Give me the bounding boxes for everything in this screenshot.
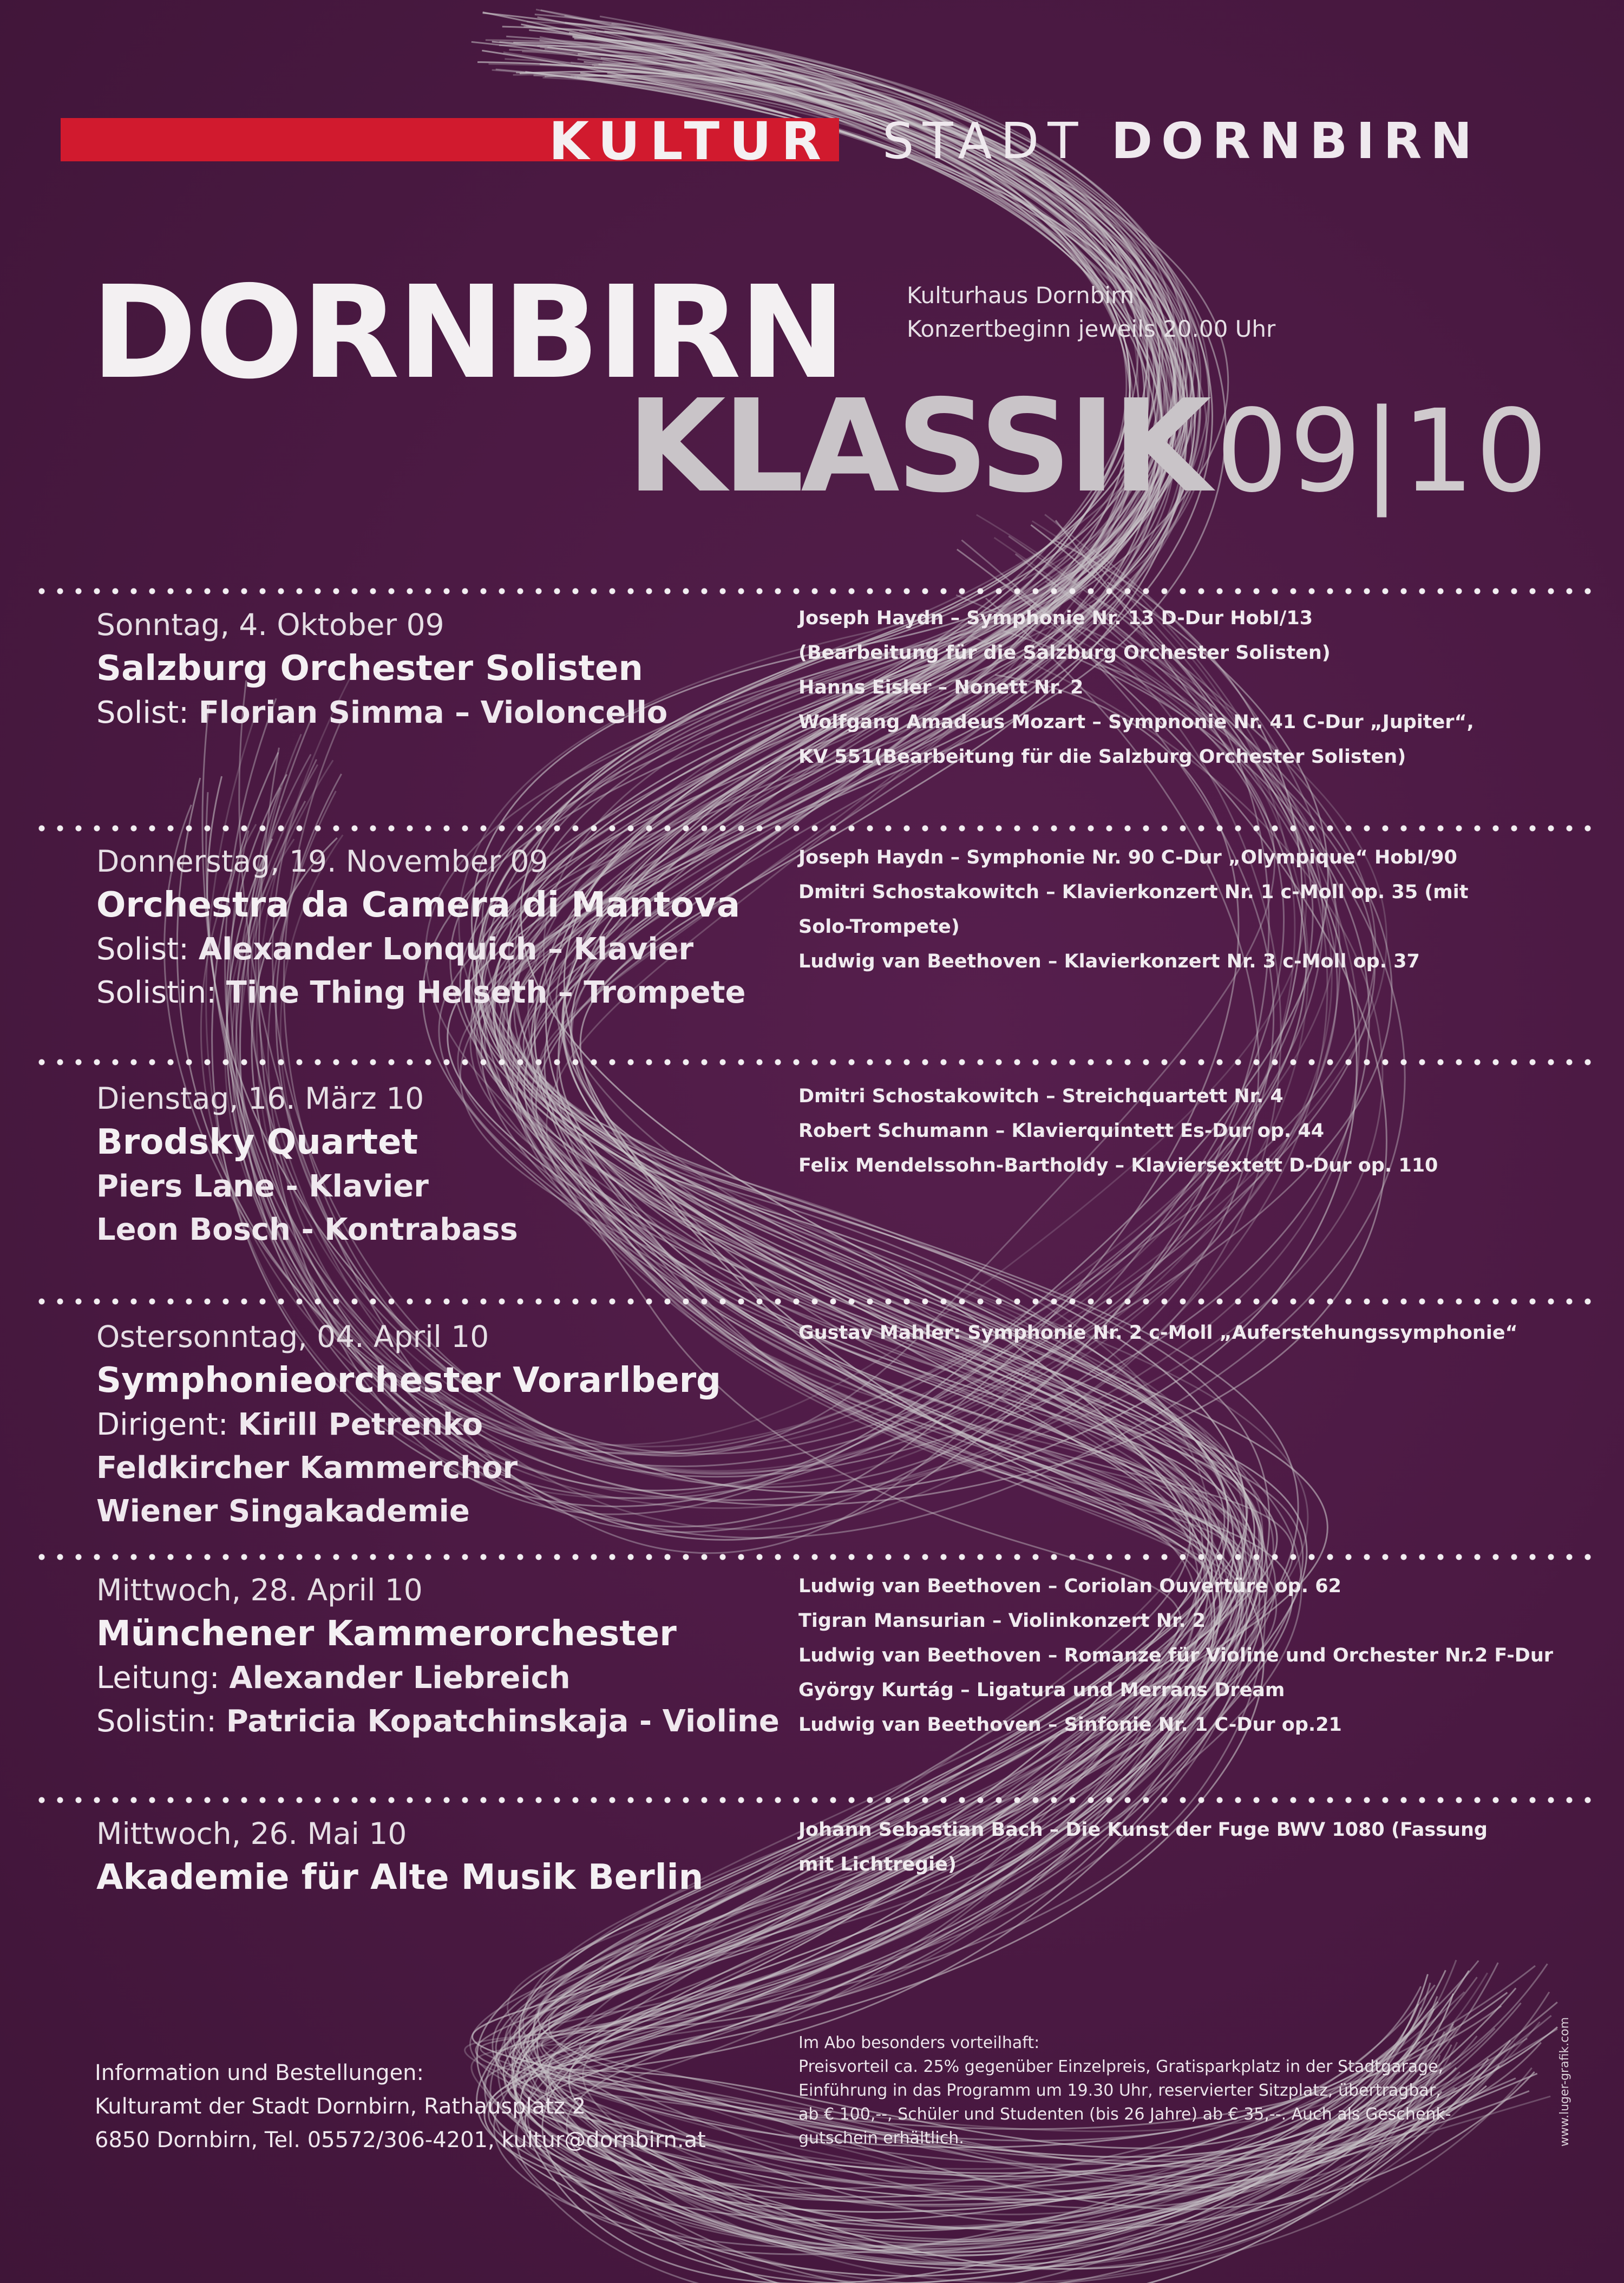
- program-5: [798, 1569, 1556, 1742]
- dotted-separator: [32, 1796, 1594, 1804]
- performer-role: Solistin:: [96, 1704, 226, 1739]
- program-line: mit Lichtregie): [798, 1854, 957, 1875]
- subscription-info: [798, 2031, 1535, 2150]
- dotted-separator: [32, 1058, 1594, 1066]
- concert-date: Donnerstag, 19. November 09: [96, 844, 548, 879]
- concert-date: Sonntag, 4. Oktober 09: [96, 607, 444, 642]
- concert-6: [96, 1813, 768, 1900]
- program-line: Johann Sebastian Bach – Die Kunst der Fuge BWV 1080 (Fassung: [798, 1819, 1488, 1841]
- performer-role: Solistin:: [96, 975, 226, 1010]
- info-contact: 6850 Dornbirn, Tel. 05572/306-4201, kultur@dornbirn.at: [95, 2128, 706, 2153]
- concert-ensemble: Symphonieorchester Vorarlberg: [96, 1360, 721, 1401]
- performer-line: [96, 1700, 780, 1743]
- performer-line: [96, 971, 768, 1015]
- performer-name: Kirill Petrenko: [238, 1407, 483, 1442]
- concert-3: [96, 1077, 768, 1252]
- stadt-dornbirn-label: [882, 112, 1481, 171]
- concert-1: [96, 604, 768, 735]
- performer-name: Florian Simma – Violoncello: [198, 695, 668, 730]
- stadt-text: STADT: [882, 112, 1087, 170]
- dotted-separator: [32, 587, 1594, 595]
- performer-role: Solist:: [96, 695, 199, 730]
- info-heading: Information und Bestellungen:: [95, 2060, 424, 2085]
- performer-name: Piers Lane - Klavier: [96, 1169, 429, 1204]
- program-6: [798, 1813, 1556, 1882]
- abo-line: Einführung in das Programm um 19.30 Uhr, reservierter Sitzplatz, übertragbar,: [798, 2081, 1441, 2100]
- dornbirn-text: DORNBIRN: [1111, 112, 1481, 170]
- program-line: György Kurtág – Ligatura und Merrans Dream: [798, 1679, 1285, 1701]
- performer-line: [96, 1403, 768, 1447]
- program-line: Ludwig van Beethoven – Klavierkonzert Nr. 3 c-Moll op. 37: [798, 951, 1420, 972]
- program-line: Dmitri Schostakowitch – Streichquartett Nr. 4: [798, 1085, 1284, 1107]
- program-2: [798, 840, 1556, 979]
- concert-date: Mittwoch, 26. Mai 10: [96, 1816, 407, 1851]
- performer-line: [96, 1165, 768, 1208]
- abo-line: gutschein erhältlich.: [798, 2129, 964, 2148]
- title-dornbirn: DORNBIRN: [91, 258, 844, 407]
- program-line: Ludwig van Beethoven – Sinfonie Nr. 1 C-Dur op.21: [798, 1714, 1342, 1736]
- concert-date: Dienstag, 16. März 10: [96, 1081, 424, 1116]
- concert-ensemble: Akademie für Alte Musik Berlin: [96, 1857, 704, 1898]
- program-3: [798, 1079, 1556, 1183]
- program-line: Dmitri Schostakowitch – Klavierkonzert Nr. 1 c-Moll op. 35 (mit: [798, 881, 1469, 903]
- performer-name: Wiener Singakademie: [96, 1494, 470, 1529]
- performer-line: [96, 1490, 768, 1533]
- program-line: Ludwig van Beethoven – Coriolan Ouvertüre op. 62: [798, 1575, 1341, 1597]
- performer-role: Dirigent:: [96, 1407, 238, 1442]
- concert-ensemble: Brodsky Quartet: [96, 1122, 418, 1162]
- performer-line: [96, 1657, 768, 1700]
- program-line: Tigran Mansurian – Violinkonzert Nr. 2: [798, 1610, 1206, 1632]
- concert-ensemble: Orchestra da Camera di Mantova: [96, 885, 741, 925]
- dotted-separator: [32, 1553, 1594, 1561]
- performer-line: [96, 928, 768, 971]
- program-line: Ludwig van Beethoven – Romanze für Violine und Orchester Nr.2 F-Dur: [798, 1645, 1554, 1666]
- program-line: Robert Schumann – Klavierquintett Es-Dur op. 44: [798, 1120, 1325, 1142]
- performer-line: [96, 1447, 768, 1490]
- program-line: Joseph Haydn – Symphonie Nr. 13 D-Dur HobI/13: [798, 607, 1313, 629]
- program-line: Wolfgang Amadeus Mozart – Sympnonie Nr. 41 C-Dur „Jupiter“,: [798, 711, 1474, 733]
- program-line: KV 551(Bearbeitung für die Salzburg Orchester Solisten): [798, 746, 1406, 768]
- performer-line: [96, 1208, 768, 1252]
- program-line: Solo-Trompete): [798, 916, 960, 938]
- performer-line: [96, 691, 768, 735]
- program-line: Hanns Eisler – Nonett Nr. 2: [798, 677, 1084, 698]
- abo-line: Preisvorteil ca. 25% gegenüber Einzelpreis, Gratisparkplatz in der Stadtgarage,: [798, 2057, 1444, 2076]
- performer-name: Patricia Kopatchinskaja - Violine: [226, 1704, 780, 1739]
- concert-ensemble: Münchener Kammerorchester: [96, 1614, 677, 1654]
- order-info: [95, 2056, 706, 2157]
- info-address: Kulturamt der Stadt Dornbirn, Rathausplatz 2: [95, 2094, 586, 2119]
- program-4: [798, 1316, 1556, 1350]
- concert-ensemble: Salzburg Orchester Solisten: [96, 649, 643, 689]
- performer-role: Solist:: [96, 932, 199, 967]
- performer-name: Alexander Liebreich: [229, 1660, 571, 1696]
- dotted-separator: [32, 825, 1594, 832]
- season-label: 09|10: [1215, 385, 1549, 518]
- concert-5: [96, 1569, 780, 1743]
- concert-date: Ostersonntag, 04. April 10: [96, 1319, 489, 1354]
- concert-4: [96, 1316, 768, 1533]
- designer-credit: www.luger-grafik.com: [1558, 2017, 1571, 2147]
- kultur-label: KULTUR: [548, 111, 831, 172]
- performer-name: Feldkircher Kammerchor: [96, 1450, 518, 1486]
- title-klassik: [627, 372, 1549, 521]
- concert-date: Mittwoch, 28. April 10: [96, 1573, 423, 1607]
- program-line: Felix Mendelssohn-Bartholdy – Klaviersextett D-Dur op. 110: [798, 1155, 1438, 1176]
- concert-2: [96, 840, 768, 1015]
- program-line: Gustav Mahler: Symphonie Nr. 2 c-Moll „Auferstehungssymphonie“: [798, 1322, 1518, 1344]
- title-klassik-word: KLASSIK: [627, 372, 1208, 521]
- program-line: Joseph Haydn – Symphonie Nr. 90 C-Dur „Olympique“ HobI/90: [798, 847, 1457, 868]
- performer-name: Alexander Lonquich – Klavier: [198, 932, 694, 967]
- concert-start-time: Konzertbeginn jeweils 20.00 Uhr: [907, 316, 1276, 342]
- program-1: [798, 601, 1556, 774]
- performer-name: Tine Thing Helseth – Trompete: [226, 975, 746, 1010]
- abo-heading: Im Abo besonders vorteilhaft:: [798, 2033, 1040, 2052]
- abo-line: ab € 100,--, Schüler und Studenten (bis 26 Jahre) ab € 35,--. Auch als Geschenk-: [798, 2105, 1451, 2124]
- venue-info: [907, 279, 1275, 346]
- dotted-separator: [32, 1298, 1594, 1305]
- performer-role: Leitung:: [96, 1660, 230, 1696]
- program-line: (Bearbeitung für die Salzburg Orchester Solisten): [798, 642, 1331, 664]
- venue-name: Kulturhaus Dornbirn: [907, 282, 1135, 309]
- performer-name: Leon Bosch - Kontrabass: [96, 1212, 518, 1247]
